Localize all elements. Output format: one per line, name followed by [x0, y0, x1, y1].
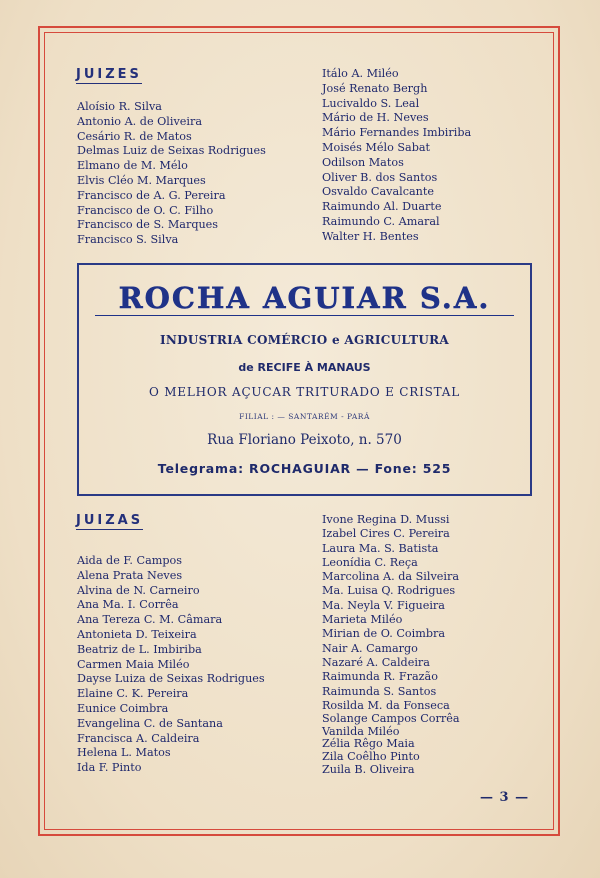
- list-item: Ana Tereza C. M. Câmara: [77, 613, 223, 627]
- list-item: Francisca A. Caldeira: [77, 731, 200, 745]
- list-item: Beatriz de L. Imbiriba: [77, 642, 202, 656]
- list-item: Mirian de O. Coimbra: [322, 627, 446, 641]
- list-item: Zélia Rêgo Maia: [322, 737, 415, 751]
- list-item: Alena Prata Neves: [77, 568, 183, 582]
- list-item: Elaine C. K. Pereira: [77, 687, 189, 701]
- list-item: Oliver B. dos Santos: [322, 170, 438, 184]
- rocha-aguiar-advertisement: [77, 263, 532, 496]
- list-item: Izabel Cires C. Pereira: [322, 527, 450, 541]
- list-item: Raimundo C. Amaral: [322, 214, 440, 228]
- list-item: Ma. Luisa Q. Rodrigues: [322, 584, 456, 598]
- juizas-heading: [76, 513, 143, 530]
- contact-line: Telegrama: ROCHAGUIAR — Fone: 525: [157, 461, 452, 476]
- juizas-heading-text: JUIZAS: [76, 513, 144, 528]
- list-item: Lucivaldo S. Leal: [322, 96, 420, 110]
- list-item: Odilson Matos: [322, 155, 404, 169]
- list-item: Carmen Maia Miléo: [77, 657, 190, 671]
- list-item: Rosilda M. da Fonseca: [322, 698, 450, 712]
- list-item: Delmas Luiz de Seixas Rodrigues: [77, 144, 266, 158]
- list-item: Vanilda Miléo: [322, 724, 400, 738]
- juizes-list-left: [77, 100, 266, 248]
- list-item: Solange Campos Corrêa: [322, 712, 460, 726]
- juizas-list-right: [322, 513, 460, 777]
- list-item: Mário Fernandes Imbiriba: [322, 126, 472, 140]
- list-item: Eunice Coimbra: [77, 701, 169, 715]
- list-item: Elvis Cléo M. Marques: [77, 173, 206, 187]
- business-line: INDUSTRIA COMÉRCIO e AGRICULTURA: [159, 333, 450, 347]
- list-item: Ida F. Pinto: [77, 761, 142, 775]
- list-item: Itálo A. Miléo: [322, 67, 399, 80]
- juizes-heading: [76, 67, 142, 84]
- juizes-list-right: [322, 67, 471, 245]
- list-item: Antonieta D. Teixeira: [77, 627, 197, 641]
- juizas-list-left: [77, 554, 265, 776]
- list-item: Walter H. Bentes: [322, 229, 419, 243]
- route-line: de RECIFE À MANAUS: [238, 361, 371, 374]
- address-line: Rua Floriano Peixoto, n. 570: [207, 432, 402, 448]
- list-item: Zila Coêlho Pinto: [322, 749, 420, 763]
- list-item: Dayse Luiza de Seixas Rodrigues: [77, 672, 265, 686]
- list-item: Ma. Neyla V. Figueira: [322, 598, 445, 612]
- list-item: Nair A. Camargo: [322, 641, 418, 655]
- list-item: Laura Ma. S. Batista: [322, 541, 439, 555]
- product-line: O MELHOR AÇUCAR TRITURADO E CRISTAL: [148, 385, 461, 399]
- list-item: Francisco de A. G. Pereira: [77, 188, 226, 202]
- list-item: Marcolina A. da Silveira: [322, 570, 459, 584]
- list-item: Zuila B. Oliveira: [322, 763, 415, 777]
- list-item: Antonio A. de Oliveira: [77, 114, 202, 128]
- juizes-heading-text: JUIZES: [76, 67, 142, 82]
- list-item: Marieta Miléo: [322, 613, 403, 627]
- list-item: Leonídia C. Reça: [322, 555, 418, 569]
- list-item: Francisco de S. Marques: [77, 218, 219, 232]
- company-name: ROCHA AGUIAR S.A.: [118, 281, 491, 315]
- list-item: Ivone Regina D. Mussi: [322, 513, 450, 526]
- company-name-rule: [95, 315, 514, 316]
- list-item: Cesário R. de Matos: [77, 129, 192, 143]
- list-item: Aida de F. Campos: [77, 554, 182, 567]
- juizes-heading-underline: [76, 83, 142, 84]
- list-item: Ana Ma. I. Corrêa: [77, 598, 179, 612]
- juizas-heading-underline: [76, 529, 143, 530]
- list-item: Mário de H. Neves: [322, 111, 429, 125]
- page-number: — 3 —: [480, 790, 530, 805]
- list-item: Evangelina C. de Santana: [77, 716, 223, 730]
- list-item: Moisés Mélo Sabat: [322, 140, 431, 154]
- list-item: Elmano de M. Mélo: [77, 159, 188, 173]
- list-item: José Renato Bergh: [322, 81, 428, 95]
- list-item: Helena L. Matos: [77, 746, 171, 760]
- branch-line: FILIAL : — SANTARÉM - PARÁ: [239, 412, 370, 421]
- list-item: Alvina de N. Carneiro: [77, 583, 200, 597]
- list-item: Aloísio R. Silva: [77, 100, 162, 113]
- list-item: Osvaldo Cavalcante: [322, 185, 434, 199]
- list-item: Francisco de O. C. Filho: [77, 203, 214, 217]
- list-item: Nazaré A. Caldeira: [322, 655, 430, 669]
- list-item: Raimunda S. Santos: [322, 684, 437, 698]
- list-item: Francisco S. Silva: [77, 233, 179, 247]
- list-item: Raimundo Al. Duarte: [322, 200, 442, 214]
- list-item: Raimunda R. Frazão: [322, 670, 438, 684]
